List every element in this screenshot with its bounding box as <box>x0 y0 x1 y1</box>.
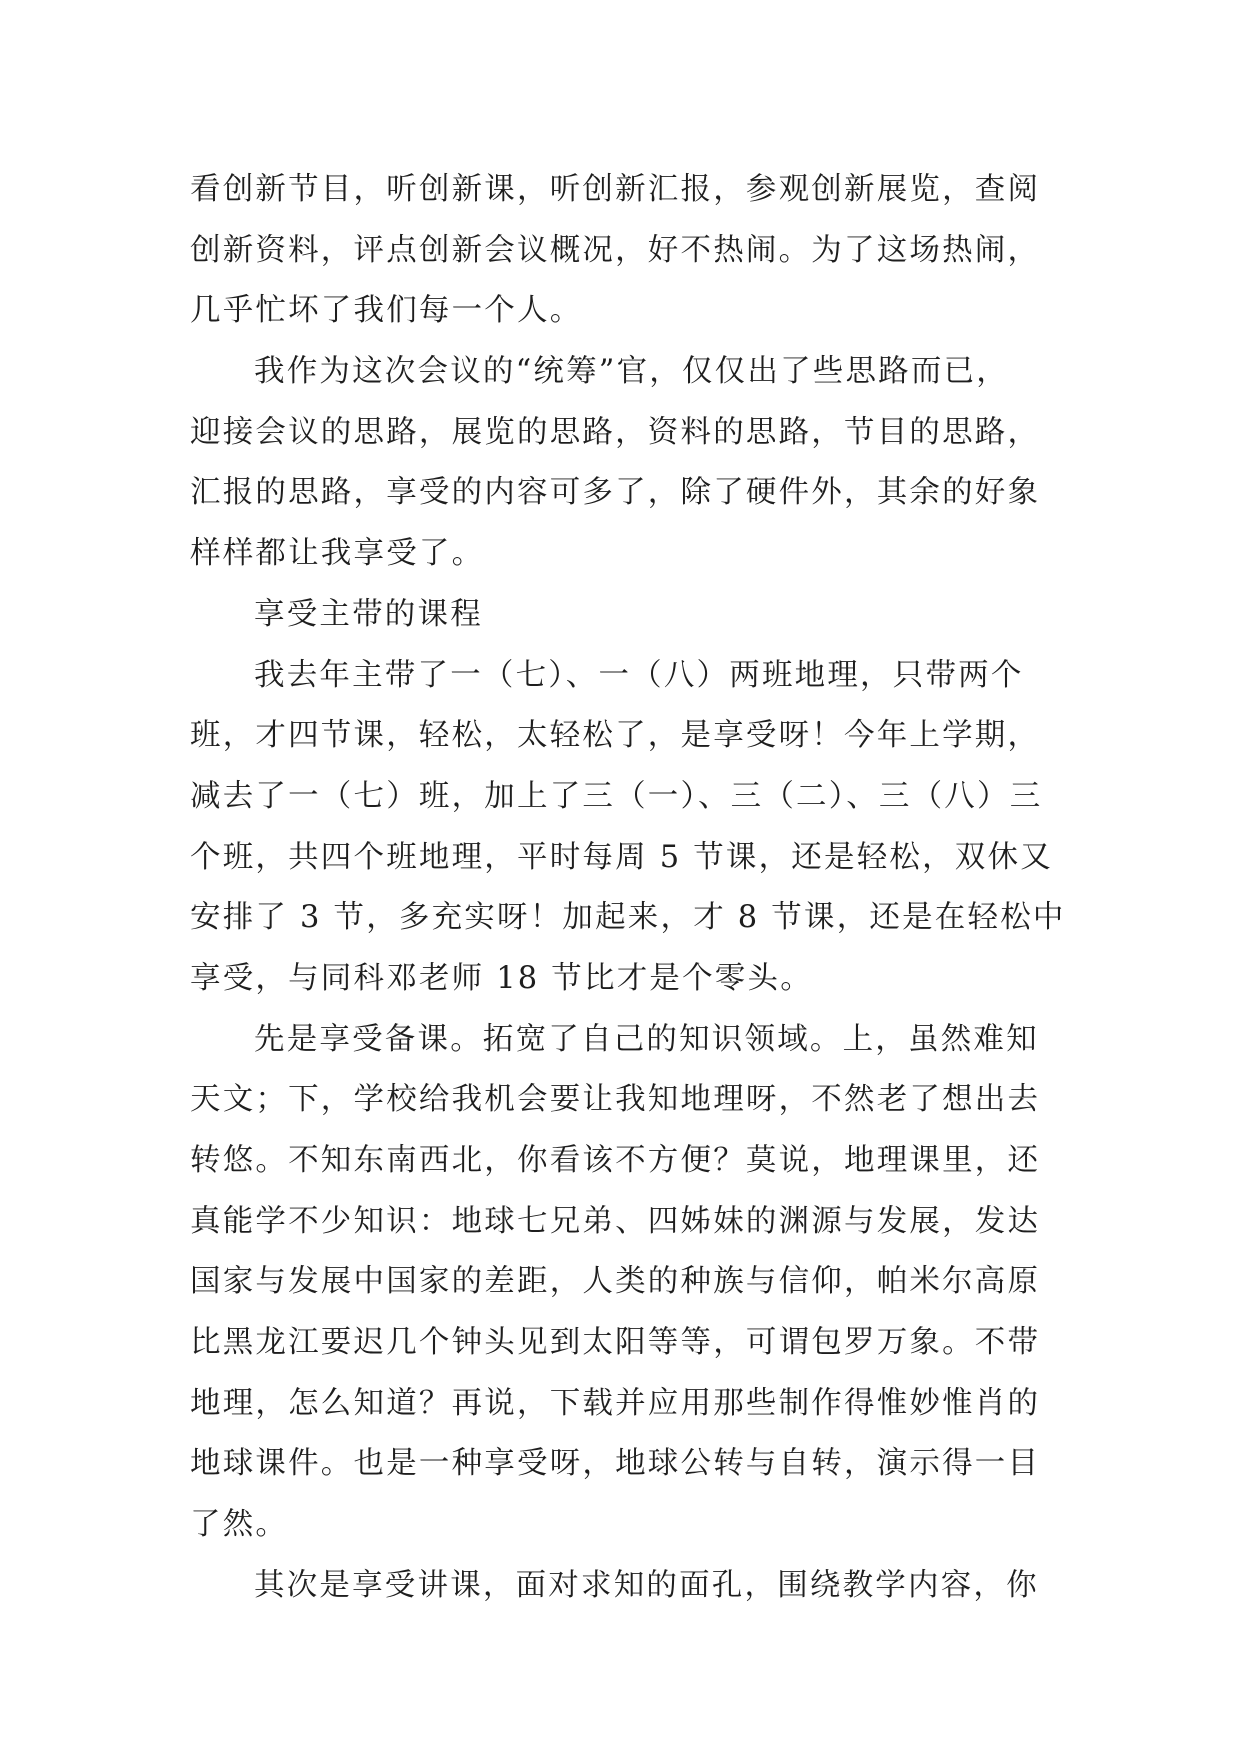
text-line: 转悠。不知东南西北，你看该不方便？莫说，地理课里，还 <box>190 1143 1041 1178</box>
text-line: 减去了一（七）班，加上了三（一）、三（二）、三（八）三 <box>190 778 1043 814</box>
text-line: 真能学不少知识：地球七兄弟、四姊妹的渊源与发展，发达 <box>190 1203 1041 1239</box>
document-body <box>190 160 1070 1617</box>
paragraph-first-line: 我作为这次会议的“统筹”官，仅仅出了些思路而已， <box>254 354 1009 390</box>
paragraph-first-line: 享受主带的课程 <box>254 596 483 632</box>
text-line: 地理，怎么知道？再说，下载并应用那些制作得惟妙惟肖的 <box>190 1385 1041 1421</box>
text-line: 样样都让我享受了。 <box>190 536 485 572</box>
text-line: 安排了 3 节，多充实呀！加起来，才 8 节课，还是在轻松中 <box>190 900 1066 936</box>
text-line: 比黑龙江要迟几个钟头见到太阳等等，可谓包罗万象。不带 <box>190 1325 1041 1361</box>
text-line: 个班，共四个班地理，平时每周 5 节课，还是轻松，双休又 <box>190 839 1053 875</box>
text-line: 创新资料，评点创新会议概况，好不热闹。为了这场热闹， <box>190 232 1041 268</box>
text-line: 迎接会议的思路，展览的思路，资料的思路，节目的思路， <box>190 414 1041 450</box>
text-line: 享受，与同科邓老师 18 节比才是个零头。 <box>190 960 813 996</box>
text-line: 看创新节目，听创新课，听创新汇报，参观创新展览，查阅 <box>190 172 1041 207</box>
text-line: 汇报的思路，享受的内容可多了，除了硬件外，其余的好象 <box>190 475 1041 511</box>
text-line: 天文；下，学校给我机会要让我知地理呀，不然老了想出去 <box>190 1082 1041 1118</box>
text-line: 地球课件。也是一种享受呀，地球公转与自转，演示得一目 <box>190 1446 1041 1482</box>
paragraph-first-line: 我去年主带了一（七）、一（八）两班地理，只带两个 <box>254 657 1024 693</box>
text-line: 了然。 <box>190 1507 289 1543</box>
paragraph-first-line: 先是享受备课。拓宽了自己的知识领域。上，虽然难知 <box>254 1021 1039 1057</box>
text-line: 几乎忙坏了我们每一个人。 <box>190 293 583 329</box>
paragraph-first-line: 其次是享受讲课，面对求知的面孔，围绕教学内容，你 <box>254 1567 1039 1603</box>
text-line: 班，才四节课，轻松，太轻松了，是享受呀！今年上学期， <box>190 718 1041 754</box>
text-line: 国家与发展中国家的差距，人类的种族与信仰，帕米尔高原 <box>190 1264 1041 1300</box>
